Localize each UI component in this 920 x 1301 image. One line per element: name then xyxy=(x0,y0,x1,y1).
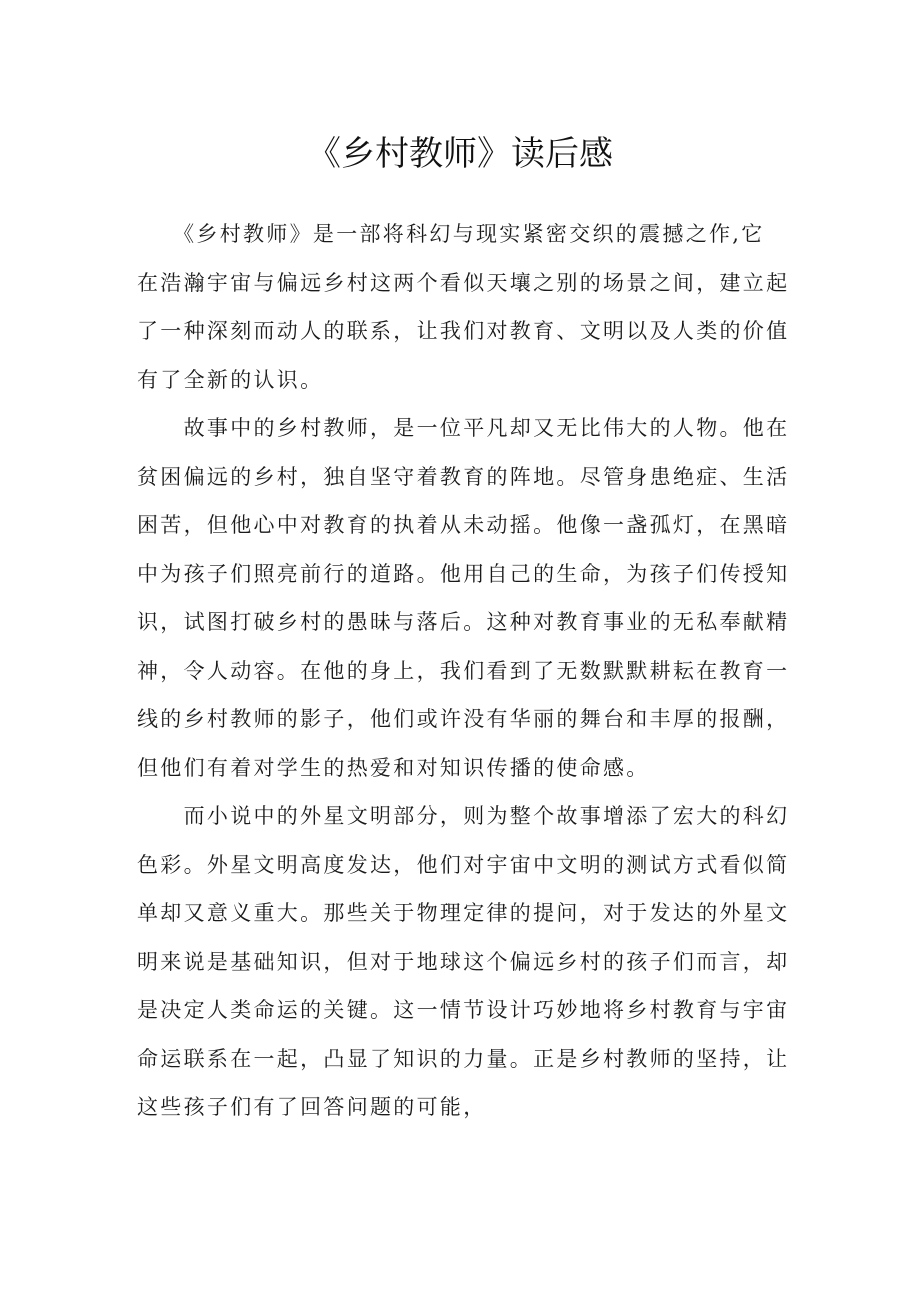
text-line: 贫困偏远的乡村，独自坚守着教育的阵地。尽管身患绝症、生活 xyxy=(137,464,790,489)
text-line: 这些孩子们有了回答问题的可能， xyxy=(137,1095,487,1119)
paragraph-2 xyxy=(137,404,790,792)
text-line: 线的乡村教师的影子，他们或许没有华丽的舞台和丰厚的报酬， xyxy=(137,707,790,731)
paragraph-1 xyxy=(137,210,790,404)
text-line: 困苦，但他心中对教育的执着从未动摇。他像一盏孤灯，在黑暗 xyxy=(137,513,790,537)
text-line: 色彩。外星文明高度发达，他们对宇宙中文明的测试方式看似简 xyxy=(137,852,790,877)
text-line: 但他们有着对学生的热爱和对知识传播的使命感。 xyxy=(137,755,650,780)
text-line: 而小说中的外星文明部分，则为整个故事增添了宏大的科幻 xyxy=(137,804,790,828)
text-line: 在浩瀚宇宙与偏远乡村这两个看似天壤之别的场景之间，建立起 xyxy=(137,270,790,295)
text-line: 了一种深刻而动人的联系，让我们对教育、文明以及人类的价值 xyxy=(137,319,790,343)
text-line: 神，令人动容。在他的身上，我们看到了无数默默耕耘在教育一 xyxy=(137,658,790,683)
text-line: 故事中的乡村教师，是一位平凡却又无比伟大的人物。他在 xyxy=(137,416,790,440)
document-body xyxy=(137,210,790,1132)
text-line: 是决定人类命运的关键。这一情节设计巧妙地将乡村教育与宇宙 xyxy=(137,998,790,1022)
text-line: 识，试图打破乡村的愚昧与落后。这种对教育事业的无私奉献精 xyxy=(137,610,790,634)
text-line: 单却又意义重大。那些关于物理定律的提问，对于发达的外星文 xyxy=(137,901,790,925)
text-line: 明来说是基础知识，但对于地球这个偏远乡村的孩子们而言，却 xyxy=(137,949,790,974)
document-title: 《乡村教师》读后感 xyxy=(307,134,613,174)
text-line: 命运联系在一起，凸显了知识的力量。正是乡村教师的坚持，让 xyxy=(137,1046,790,1071)
paragraph-3 xyxy=(137,792,790,1132)
text-line: 《乡村教师》是一部将科幻与现实紧密交织的震撼之作,它 xyxy=(137,222,765,246)
text-line: 有了全新的认识。 xyxy=(137,367,324,392)
text-line: 中为孩子们照亮前行的道路。他用自己的生命，为孩子们传授知 xyxy=(137,561,790,586)
